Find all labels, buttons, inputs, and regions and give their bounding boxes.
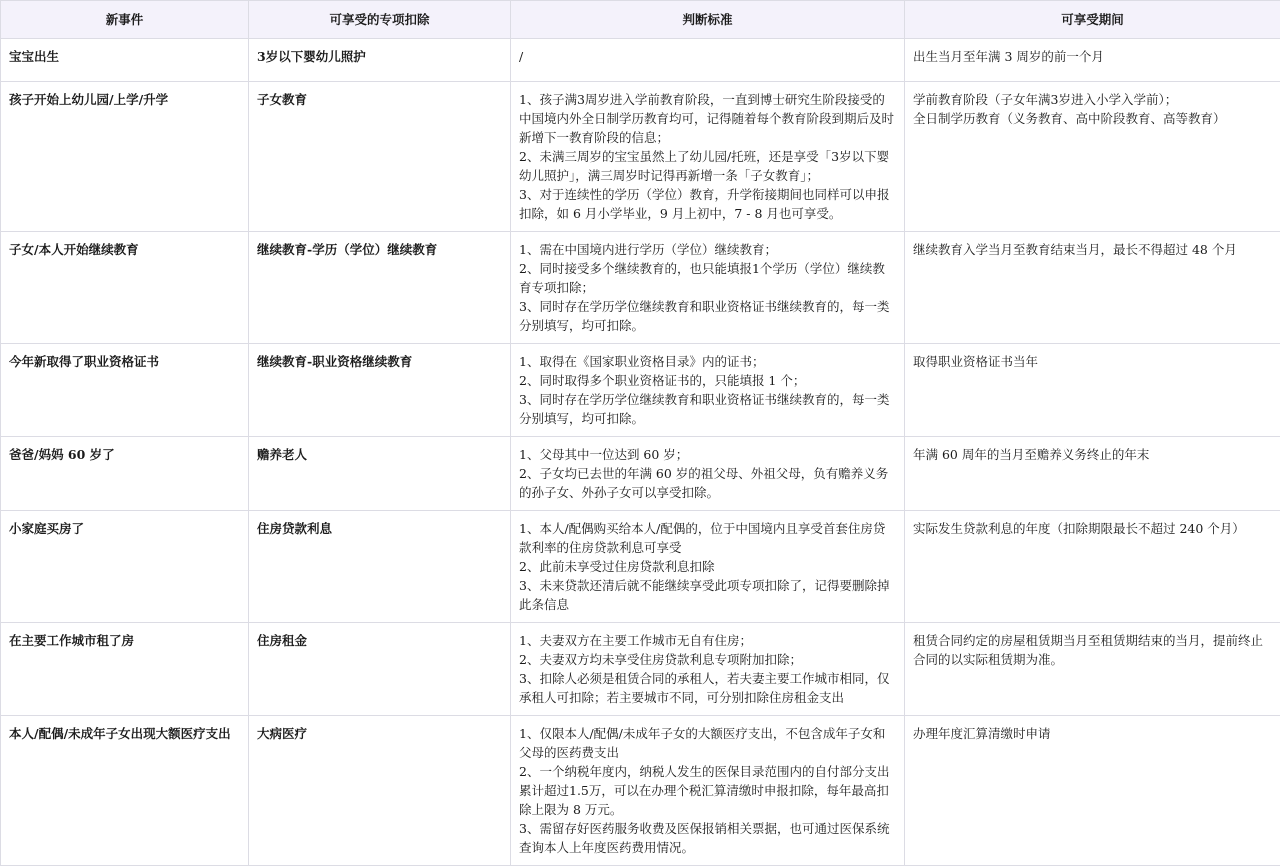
period-line: 办理年度汇算清缴时申请: [913, 724, 1272, 743]
criteria-line: 3、同时存在学历学位继续教育和职业资格证书继续教育的，每一类分别填写，均可扣除。: [519, 297, 896, 335]
table-row: [1, 39, 1280, 82]
period-line: 取得职业资格证书当年: [913, 352, 1272, 371]
table-row: [1, 437, 1280, 511]
deduction-item-cell: 继续教育-职业资格继续教育: [249, 344, 511, 437]
period-cell: [905, 39, 1280, 82]
criteria-line: 1、孩子满3周岁进入学前教育阶段，一直到博士研究生阶段接受的中国境内外全日制学历教育均可，记得随着每个教育阶段到期后及时新增下一教育阶段的信息；: [519, 90, 896, 147]
criteria-line: 3、扣除人必须是租赁合同的承租人，若夫妻主要工作城市相同，仅承租人可扣除；若主要城市不同，可分别扣除住房租金支出: [519, 669, 896, 707]
table-row: [1, 232, 1280, 344]
deduction-item-cell: 子女教育: [249, 82, 511, 232]
deduction-item-cell: 3岁以下婴幼儿照护: [249, 39, 511, 82]
table-header: [1, 1, 1280, 39]
period-line: 租赁合同约定的房屋租赁期当月至租赁期结束的当月，提前终止合同的以实际租赁期为准。: [913, 631, 1272, 669]
criteria-cell: [511, 39, 905, 82]
event-cell: 宝宝出生: [1, 39, 249, 82]
deduction-item-cell: 继续教育-学历（学位）继续教育: [249, 232, 511, 344]
criteria-cell: [511, 232, 905, 344]
deduction-item-cell: 住房贷款利息: [249, 511, 511, 623]
period-cell: [905, 716, 1280, 866]
deduction-item-cell: 大病医疗: [249, 716, 511, 866]
period-cell: [905, 232, 1280, 344]
period-cell: [905, 437, 1280, 511]
event-cell: 孩子开始上幼儿园/上学/升学: [1, 82, 249, 232]
criteria-line: 1、本人/配偶购买给本人/配偶的，位于中国境内且享受首套住房贷款利率的住房贷款利息可享受: [519, 519, 896, 557]
deduction-item-cell: 住房租金: [249, 623, 511, 716]
criteria-line: 2、夫妻双方均未享受住房贷款利息专项附加扣除；: [519, 650, 896, 669]
header-deduction-item: 可享受的专项扣除: [249, 1, 511, 39]
criteria-line: /: [519, 47, 896, 66]
criteria-cell: [511, 716, 905, 866]
criteria-line: 1、取得在《国家职业资格目录》内的证书；: [519, 352, 896, 371]
header-period: 可享受期间: [905, 1, 1280, 39]
period-line: 全日制学历教育（义务教育、高中阶段教育、高等教育）: [913, 109, 1272, 128]
table-row: [1, 344, 1280, 437]
table-row: [1, 82, 1280, 232]
deduction-item-cell: 赡养老人: [249, 437, 511, 511]
period-line: 年满 60 周年的当月至赡养义务终止的年末: [913, 445, 1272, 464]
header-row: [1, 1, 1280, 39]
criteria-line: 2、同时接受多个继续教育的，也只能填报1个学历（学位）继续教育专项扣除；: [519, 259, 896, 297]
table-row: [1, 716, 1280, 866]
criteria-line: 1、需在中国境内进行学历（学位）继续教育；: [519, 240, 896, 259]
criteria-line: 3、需留存好医药服务收费及医保报销相关票据，也可通过医保系统查询本人上年度医药费用情况。: [519, 819, 896, 857]
criteria-cell: [511, 511, 905, 623]
criteria-cell: [511, 623, 905, 716]
table-row: [1, 623, 1280, 716]
event-cell: 子女/本人开始继续教育: [1, 232, 249, 344]
criteria-line: 2、同时取得多个职业资格证书的，只能填报 1 个；: [519, 371, 896, 390]
period-cell: [905, 82, 1280, 232]
criteria-line: 1、仅限本人/配偶/未成年子女的大额医疗支出，不包含成年子女和父母的医药费支出: [519, 724, 896, 762]
period-line: 学前教育阶段（子女年满3岁进入小学入学前）；: [913, 90, 1272, 109]
criteria-line: 3、同时存在学历学位继续教育和职业资格证书继续教育的，每一类分别填写，均可扣除。: [519, 390, 896, 428]
criteria-line: 2、一个纳税年度内，纳税人发生的医保目录范围内的自付部分支出累计超过1.5万，可以在办理个税汇算清缴时申报扣除，每年最高扣除上限为 8 万元。: [519, 762, 896, 819]
criteria-line: 2、此前未享受过住房贷款利息扣除: [519, 557, 896, 576]
event-cell: 小家庭买房了: [1, 511, 249, 623]
period-cell: [905, 511, 1280, 623]
event-cell: 今年新取得了职业资格证书: [1, 344, 249, 437]
criteria-line: 1、父母其中一位达到 60 岁；: [519, 445, 896, 464]
criteria-line: 1、夫妻双方在主要工作城市无自有住房；: [519, 631, 896, 650]
header-criteria: 判断标准: [511, 1, 905, 39]
period-line: 实际发生贷款利息的年度（扣除期限最长不超过 240 个月）: [913, 519, 1272, 538]
criteria-line: 2、子女均已去世的年满 60 岁的祖父母、外祖父母，负有赡养义务的孙子女、外孙子女可以享受扣除。: [519, 464, 896, 502]
table-body: [1, 39, 1280, 866]
criteria-cell: [511, 344, 905, 437]
table-row: [1, 511, 1280, 623]
criteria-line: 3、未来贷款还清后就不能继续享受此项专项扣除了，记得要删除掉此条信息: [519, 576, 896, 614]
event-cell: 爸爸/妈妈 60 岁了: [1, 437, 249, 511]
event-cell: 在主要工作城市租了房: [1, 623, 249, 716]
period-cell: [905, 623, 1280, 716]
criteria-line: 2、未满三周岁的宝宝虽然上了幼儿园/托班，还是享受「3岁以下婴幼儿照护」，满三周岁时记得再新增一条「子女教育」；: [519, 147, 896, 185]
header-event: 新事件: [1, 1, 249, 39]
criteria-cell: [511, 82, 905, 232]
criteria-cell: [511, 437, 905, 511]
event-cell: 本人/配偶/未成年子女出现大额医疗支出: [1, 716, 249, 866]
period-cell: [905, 344, 1280, 437]
criteria-line: 3、对于连续性的学历（学位）教育，升学衔接期间也同样可以申报扣除，如 6 月小学毕业，9 月上初中，7 - 8 月也可享受。: [519, 185, 896, 223]
period-line: 继续教育入学当月至教育结束当月，最长不得超过 48 个月: [913, 240, 1272, 259]
period-line: 出生当月至年满 3 周岁的前一个月: [913, 47, 1272, 66]
